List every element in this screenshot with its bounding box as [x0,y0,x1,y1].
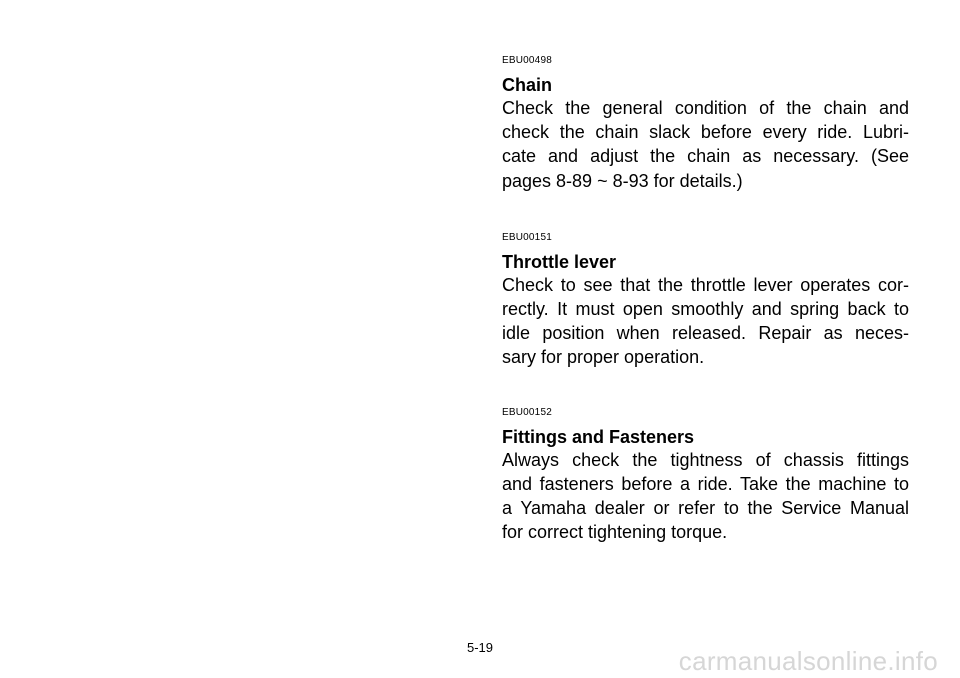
body-line: pages 8-89 ~ 8-93 for details.) [502,170,743,191]
body-line: cate and adjust the chain as necessary. (See [502,146,909,167]
watermark: carmanualsonline.info [678,646,938,676]
section-heading: Chain [502,75,553,95]
section-body [502,448,909,545]
section-body [502,273,909,370]
body-line: idle position when released. Repair as neces- [502,323,909,344]
section-spacer [502,193,909,231]
body-line: check the chain slack before every ride. Lubri- [502,122,909,143]
body-line: Check the general condition of the chain and [502,98,909,118]
section-body [502,96,909,193]
section-code: EBU00498 [502,55,552,66]
section-chain [502,54,909,193]
body-line: Always check the tightness of chassis fittings [502,449,909,470]
page-number: 5-19 [466,640,494,655]
body-line: Check to see that the throttle lever operates cor- [502,274,909,295]
section-fittings-fasteners [502,406,909,545]
body-line: and fasteners before a ride. Take the machine to [502,473,909,494]
body-line: for correct tightening torque. [502,522,728,543]
body-line: a Yamaha dealer or refer to the Service Manual [502,498,909,519]
section-throttle-lever [502,231,909,370]
section-code: EBU00151 [502,231,552,243]
body-line: sary for proper operation. [502,347,705,368]
body-line: rectly. It must open smoothly and spring back to [502,299,909,320]
section-heading: Fittings and Fasteners [502,426,695,447]
section-code: EBU00152 [502,406,552,418]
section-heading: Throttle lever [502,251,617,272]
content-column [502,54,909,544]
section-spacer [502,370,909,406]
